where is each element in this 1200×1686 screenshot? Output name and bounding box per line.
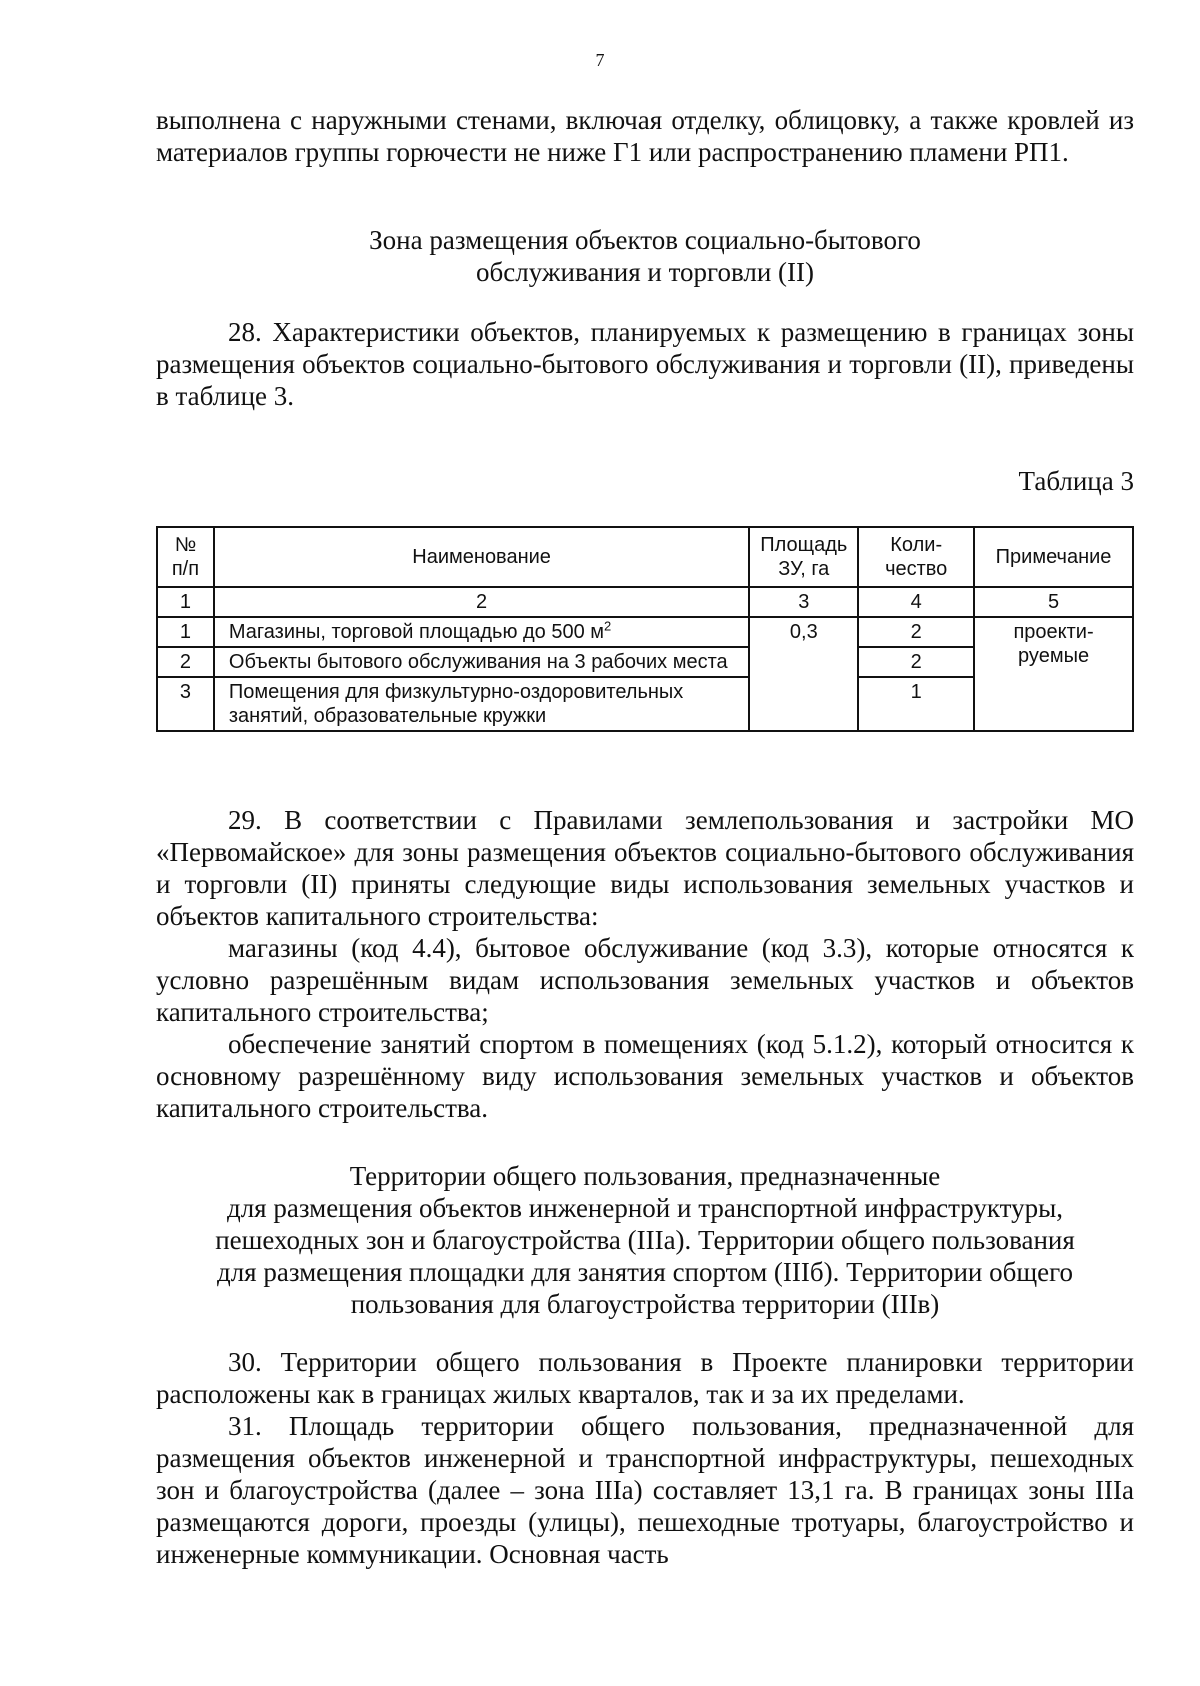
row-qty: 2: [858, 647, 974, 677]
paragraph-29: 29. В соответствии с Правилами землепользования и застройки МО «Первомайское» для зоны размещения объектов социально-бытового обслуживания и торговли (II) приняты следующие виды использования земельных участков и объектов капитального строительства:: [156, 805, 1134, 931]
heading-line: пешеходных зон и благоустройства (IIIа). Территории общего пользования: [215, 1225, 1075, 1255]
table-caption: Таблица 3: [1018, 466, 1134, 496]
header-num: [157, 527, 214, 587]
row-name-text: Магазины, торговой площадью до 500 м: [228, 621, 605, 643]
heading-line: Территории общего пользования, предназначенные: [349, 1161, 941, 1191]
row-qty: 1: [858, 677, 974, 731]
header-qty-line2: чество: [885, 558, 948, 580]
note-line2: руемые: [1018, 645, 1090, 667]
col-number: 2: [214, 587, 749, 617]
header-qty-line1: Коли-: [890, 534, 943, 556]
section-29: [156, 804, 1134, 1124]
paragraph-29-b: обеспечение занятий спортом в помещениях (код 5.1.2), который относится к основному разрешённому виду использования земельных участков и объектов капитального строительства.: [156, 1029, 1134, 1123]
heading-line: для размещения площадки для занятия спортом (IIIб). Территории общего: [216, 1257, 1074, 1287]
heading-line: для размещения объектов инженерной и транспортной инфраструктуры,: [226, 1193, 1064, 1223]
page-number: 7: [595, 50, 605, 70]
col-number: 3: [749, 587, 858, 617]
row-num: 3: [157, 677, 214, 731]
row-num: 2: [157, 647, 214, 677]
col-number: 1: [157, 587, 214, 617]
header-area: [749, 527, 858, 587]
heading-zone-3: [156, 1160, 1134, 1320]
header-note: Примечание: [974, 527, 1133, 587]
column-number-row: [157, 587, 1133, 617]
section-30-31: [156, 1346, 1134, 1570]
table-3: [156, 526, 1134, 732]
col-number: 4: [858, 587, 974, 617]
superscript: 2: [604, 618, 612, 634]
intro-paragraph: выполнена с наружными стенами, включая отделку, облицовку, а также кровлей из материалов группы горючести не ниже Г1 или распространению пламени РП1.: [156, 105, 1134, 167]
heading-line: Зона размещения объектов социально-бытового: [369, 225, 921, 255]
header-name: Наименование: [214, 527, 749, 587]
row-name: Объекты бытового обслуживания на 3 рабочих места: [214, 647, 749, 677]
row-name: [214, 617, 749, 647]
paragraph-28: 28. Характеристики объектов, планируемых к размещению в границах зоны размещения объектов социально-бытового обслуживания и торговли (II), приведены в таблице 3.: [156, 317, 1134, 411]
paragraph-30: 30. Территории общего пользования в Проекте планировки территории расположены как в границах жилых кварталов, так и за их пределами.: [156, 1347, 1134, 1409]
table-header-row: [157, 527, 1133, 587]
area-cell: 0,3: [749, 617, 858, 731]
heading-zone-2: [156, 224, 1134, 288]
heading-line: пользования для благоустройства территории (IIIв): [350, 1289, 940, 1319]
row-name: Помещения для физкультурно-оздоровительных занятий, образовательные кружки: [214, 677, 749, 731]
note-cell: [974, 617, 1133, 731]
header-area-line1: Площадь: [760, 534, 848, 556]
col-number: 5: [974, 587, 1133, 617]
note-line1: проекти-: [1013, 621, 1094, 643]
header-num-line2: п/п: [171, 558, 200, 580]
header-num-line1: №: [174, 534, 197, 556]
header-area-line2: ЗУ, га: [778, 558, 830, 580]
row-qty: 2: [858, 617, 974, 647]
paragraph-31: 31. Площадь территории общего пользования, предназначенной для размещения объектов инженерной и транспортной инфраструктуры, пешеходных зон и благоустройства (далее – зона IIIа) составляет 13,1 га. В границах зоны IIIа размещаются дороги, проезды (улицы), пешеходные тротуары, благоустройство и инженерные коммуникации. Основная часть: [156, 1411, 1134, 1569]
header-qty: [858, 527, 974, 587]
row-num: 1: [157, 617, 214, 647]
paragraph-29-a: магазины (код 4.4), бытовое обслуживание (код 3.3), которые относятся к условно разрешённым видам использования земельных участков и объектов капитального строительства;: [156, 933, 1134, 1027]
table-row: [157, 617, 1133, 647]
heading-line: обслуживания и торговли (II): [476, 257, 814, 287]
